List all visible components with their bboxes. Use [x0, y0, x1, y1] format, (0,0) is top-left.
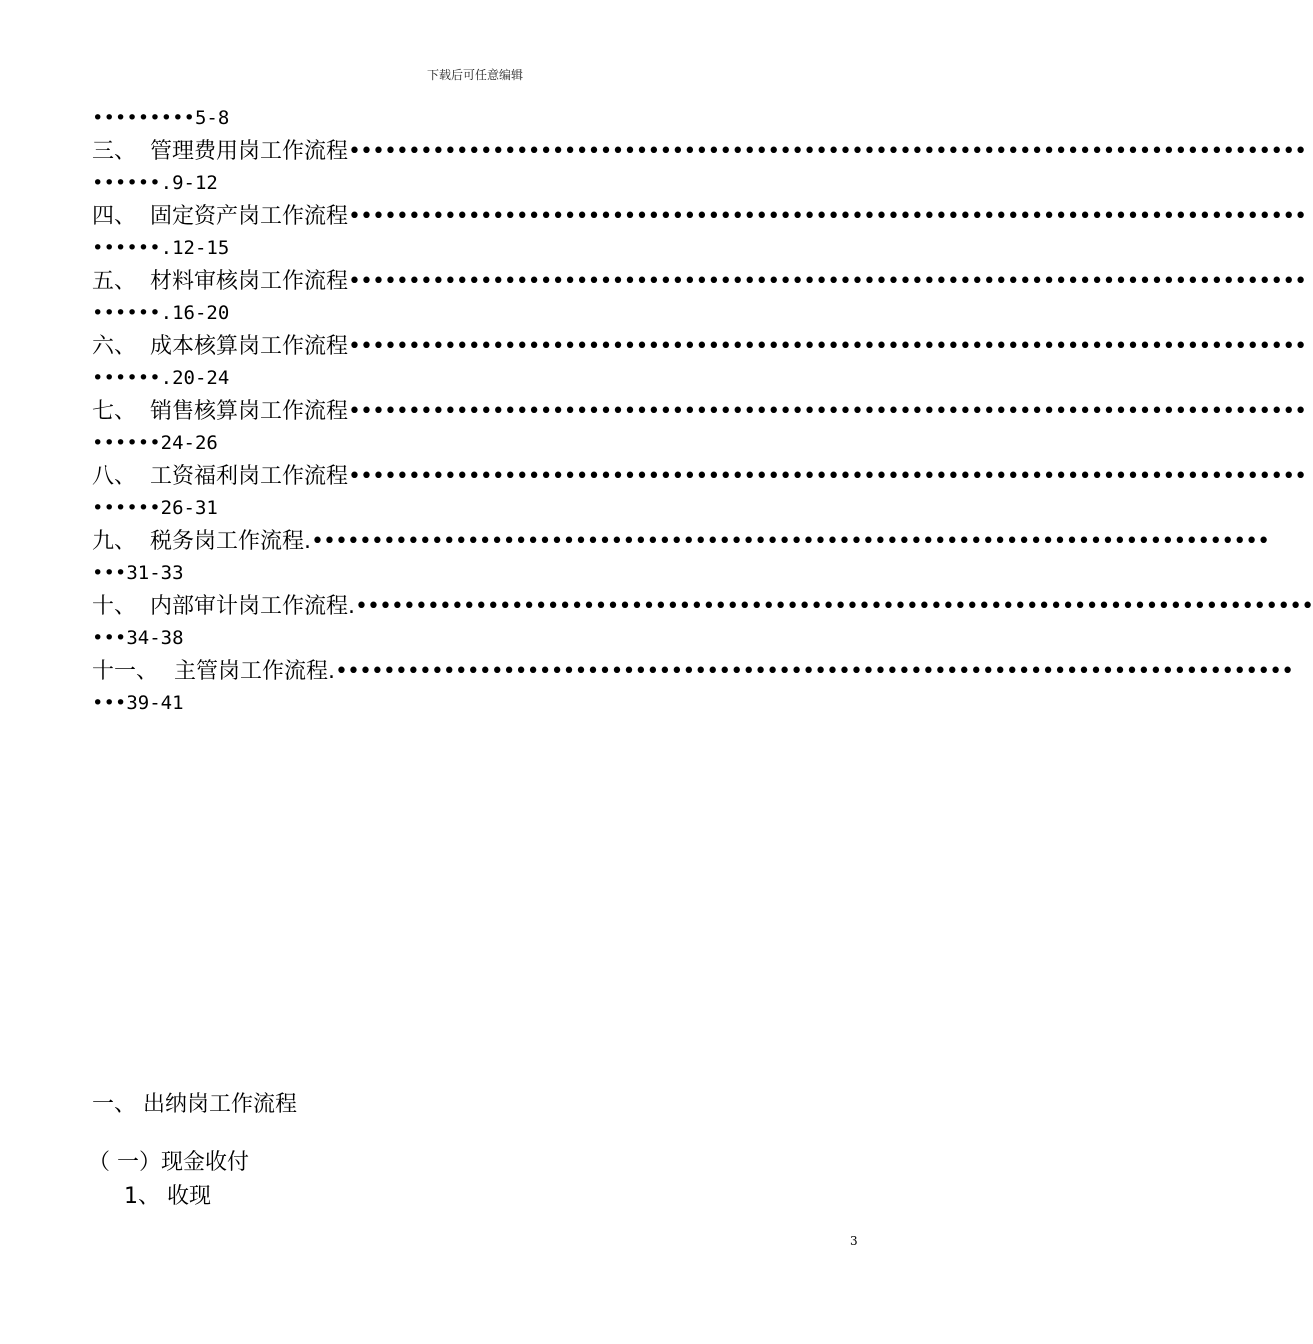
toc-entry-number: 五、 [92, 269, 137, 294]
toc-entry-page-range: ••••••24-26 [92, 432, 218, 454]
toc-entry-title: 工资福利岗工作流程 [150, 464, 349, 489]
toc-entry [92, 462, 1307, 492]
toc-entry [92, 267, 1307, 297]
toc-dot-leader: •••••••••••••••••••••••••••••••••••••••••••••••••••••••••••••••••••••••••••••••• [348, 334, 1307, 359]
toc-entry-page-range: ••••••.20-24 [92, 367, 230, 389]
toc-dot-leader: •••••••••••••••••••••••••••••••••••••••••••••••••••••••••••••••••••••••••••••••• [348, 269, 1307, 294]
toc-dot-leader: •••••••••••••••••••••••••••••••••••••••••••••••••••••••••••••••••••••••••••••••• [348, 464, 1307, 489]
toc-entry-number: 三、 [92, 139, 137, 164]
page-number: 3 [850, 1234, 858, 1248]
toc-entry-number: 七、 [92, 399, 137, 424]
section-heading: 一、 出纳岗工作流程 [92, 1092, 297, 1117]
toc-entry-title: 成本核算岗工作流程 [150, 334, 349, 359]
toc-entry-title: 管理费用岗工作流程 [150, 139, 349, 164]
toc-dot-leader: •••••••••••••••••••••••••••••••••••••••••••••••••••••••••••••••••••••••••••••••• [348, 139, 1307, 164]
toc-entry [92, 657, 1294, 687]
toc-entry-page-range: •••39-41 [92, 692, 184, 714]
toc-entry-title: 销售核算岗工作流程 [150, 399, 349, 424]
toc-entry-page-range: •••31-33 [92, 562, 184, 584]
toc-entry-page-range: ••••••.9-12 [92, 172, 218, 194]
toc-entry [92, 332, 1307, 362]
toc-entry-number: 六、 [92, 334, 137, 359]
subsection-heading: （ 一）现金收付 [88, 1150, 249, 1175]
toc-entry-title: 固定资产岗工作流程 [150, 204, 349, 229]
toc-dot-leader: •••••••••••••••••••••••••••••••••••••••••••••••••••••••••••••••••••••••••••••••• [348, 399, 1307, 424]
toc-entry-page-range: •••34-38 [92, 627, 184, 649]
toc-dot-leader: •••••••••••••••••••••••••••••••••••••••••••••••••••••••••••••••••••••••••••••••• [355, 594, 1313, 619]
toc-entry-number: 八、 [92, 464, 137, 489]
page-header: 下载后可任意编辑 [426, 68, 523, 82]
toc-entry-page-range: ••••••.12-15 [92, 237, 230, 259]
toc-entry-title: 材料审核岗工作流程 [150, 269, 349, 294]
toc-entry [92, 397, 1307, 427]
toc-dot-leader: •••••••••••••••••••••••••••••••••••••••••••••••••••••••••••••••••••••••••••••••• [348, 204, 1307, 229]
toc-entry-page-range: ••••••26-31 [92, 497, 218, 519]
toc-entry-page-range: ••••••.16-20 [92, 302, 230, 324]
toc-first-tail: •••••••••5-8 [92, 107, 230, 129]
toc-entry [92, 592, 1313, 622]
toc-entry-number: 十、 [92, 594, 137, 619]
toc-dot-leader: •••••••••••••••••••••••••••••••••••••••••••••••••••••••••••••••••••••••••••••••• [311, 529, 1270, 554]
toc-entry-number: 九、 [92, 529, 137, 554]
toc-entry-title: 税务岗工作流程. [150, 529, 311, 554]
toc-entry-number: 十一、 [92, 659, 159, 684]
item-heading: 1、 收现 [124, 1184, 211, 1209]
toc-entry-number: 四、 [92, 204, 137, 229]
toc-entry-title: 内部审计岗工作流程. [150, 594, 355, 619]
toc-entry [92, 137, 1307, 167]
toc-entry-title: 主管岗工作流程. [174, 659, 335, 684]
toc-dot-leader: •••••••••••••••••••••••••••••••••••••••••••••••••••••••••••••••••••••••••••••••• [335, 659, 1294, 684]
toc-entry [92, 527, 1270, 557]
toc-entry [92, 202, 1307, 232]
